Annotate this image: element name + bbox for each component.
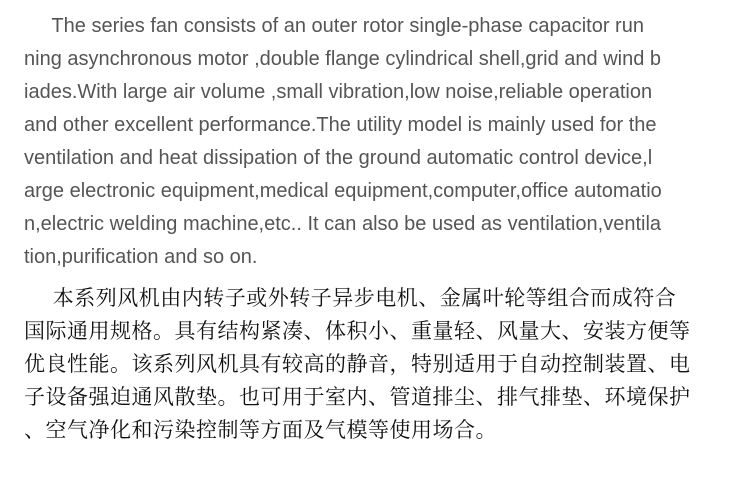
english-line-7: n,electric welding machine,etc.. It can also be used as ventilation,ventila bbox=[24, 213, 662, 235]
english-line-3: iades.With large air volume ,small vibration,low noise,reliable operation bbox=[24, 81, 653, 103]
chinese-line-4: 子设备强迫通风散垫。也可用于室内、管道排尘、排气排垫、环境保护 bbox=[24, 385, 691, 409]
chinese-line-2: 国际通用规格。具有结构紧凑、体积小、重量轻、风量大、安装方便等 bbox=[24, 319, 691, 343]
english-line-8: tion,purification and so on. bbox=[24, 246, 258, 268]
english-line-1: The series fan consists of an outer rotor single-phase capacitor run bbox=[24, 15, 644, 37]
chinese-line-5: 、空气净化和污染控制等方面及气模等使用场合。 bbox=[24, 418, 497, 442]
english-line-2: ning asynchronous motor ,double flange cylindrical shell,grid and wind b bbox=[24, 48, 662, 70]
english-line-6: arge electronic equipment,medical equipment,computer,office automatio bbox=[24, 180, 662, 202]
english-line-4: and other excellent performance.The utility model is mainly used for the bbox=[24, 114, 657, 136]
chinese-line-1: 本系列风机由内转子或外转子异步电机、金属叶轮等组合而成符合 bbox=[24, 286, 677, 310]
english-line-5: ventilation and heat dissipation of the ground automatic control device,l bbox=[24, 147, 653, 169]
chinese-line-3: 优良性能。该系列风机具有较高的静音，特别适用于自动控制装置、电 bbox=[24, 352, 691, 376]
